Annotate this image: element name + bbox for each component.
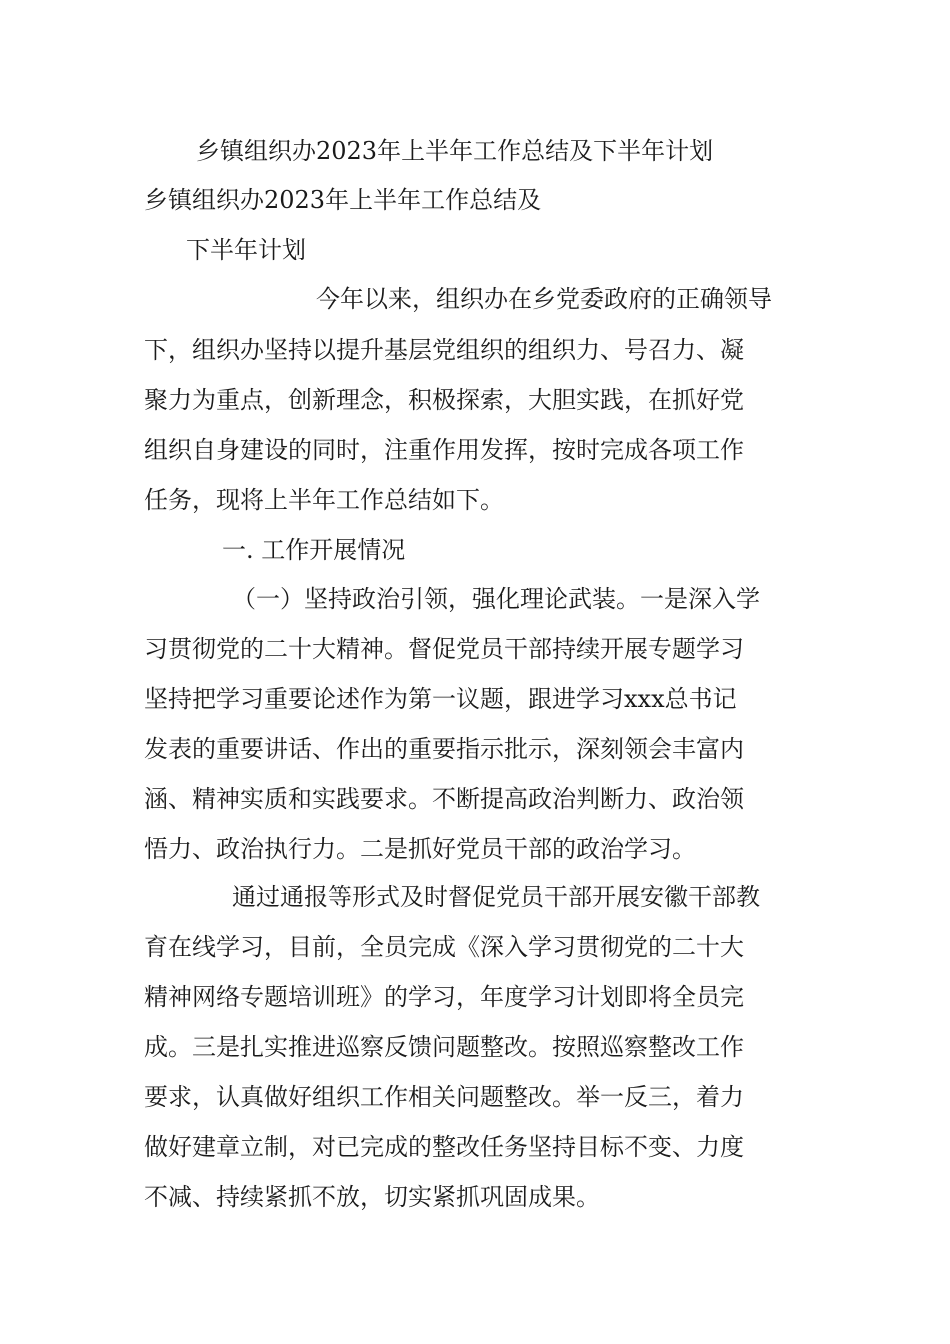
paragraph-3-line-3: 精神网络专题培训班》的学习，年度学习计划即将全员完 [144, 983, 744, 1011]
paragraph-3-line-4: 成。三是扎实推进巡察反馈问题整改。按照巡察整改工作 [144, 1033, 744, 1061]
paragraph-1-line-5: 任务，现将上半年工作总结如下。 [144, 486, 504, 514]
paragraph-3-line-2: 育在线学习，目前，全员完成《深入学习贯彻党的二十大 [144, 933, 744, 961]
document-subtitle-line-2: 下半年计划 [186, 236, 306, 264]
paragraph-3-line-1: 通过通报等形式及时督促党员干部开展安徽干部教 [232, 883, 760, 911]
paragraph-2-line-1: （一）坚持政治引领，强化理论武装。一是深入学 [232, 585, 760, 613]
paragraph-2-line-2: 习贯彻党的二十大精神。督促党员干部持续开展专题学习 [144, 635, 744, 663]
paragraph-1-line-1: 今年以来，组织办在乡党委政府的正确领导 [316, 285, 772, 313]
paragraph-2-line-3: 坚持把学习重要论述作为第一议题，跟进学习xxx总书记 [144, 685, 737, 713]
paragraph-2-line-6: 悟力、政治执行力。二是抓好党员干部的政治学习。 [144, 835, 696, 863]
document-title: 乡镇组织办2023年上半年工作总结及下半年计划 [196, 137, 714, 165]
paragraph-2-line-5: 涵、精神实质和实践要求。不断提高政治判断力、政治领 [144, 785, 744, 813]
section-1-heading: 一. 工作开展情况 [222, 536, 406, 564]
paragraph-1-line-2: 下，组织办坚持以提升基层党组织的组织力、号召力、凝 [144, 336, 744, 364]
paragraph-1-line-4: 组织自身建设的同时，注重作用发挥，按时完成各项工作 [144, 436, 744, 464]
paragraph-3-line-6: 做好建章立制，对已完成的整改任务坚持目标不变、力度 [144, 1133, 744, 1161]
paragraph-3-line-7: 不减、持续紧抓不放，切实紧抓巩固成果。 [144, 1183, 600, 1211]
paragraph-1-line-3: 聚力为重点，创新理念，积极探索，大胆实践，在抓好党 [144, 386, 744, 414]
paragraph-3-line-5: 要求，认真做好组织工作相关问题整改。举一反三，着力 [144, 1083, 744, 1111]
paragraph-2-line-4: 发表的重要讲话、作出的重要指示批示，深刻领会丰富内 [144, 735, 744, 763]
document-subtitle-line-1: 乡镇组织办2023年上半年工作总结及 [144, 186, 542, 214]
